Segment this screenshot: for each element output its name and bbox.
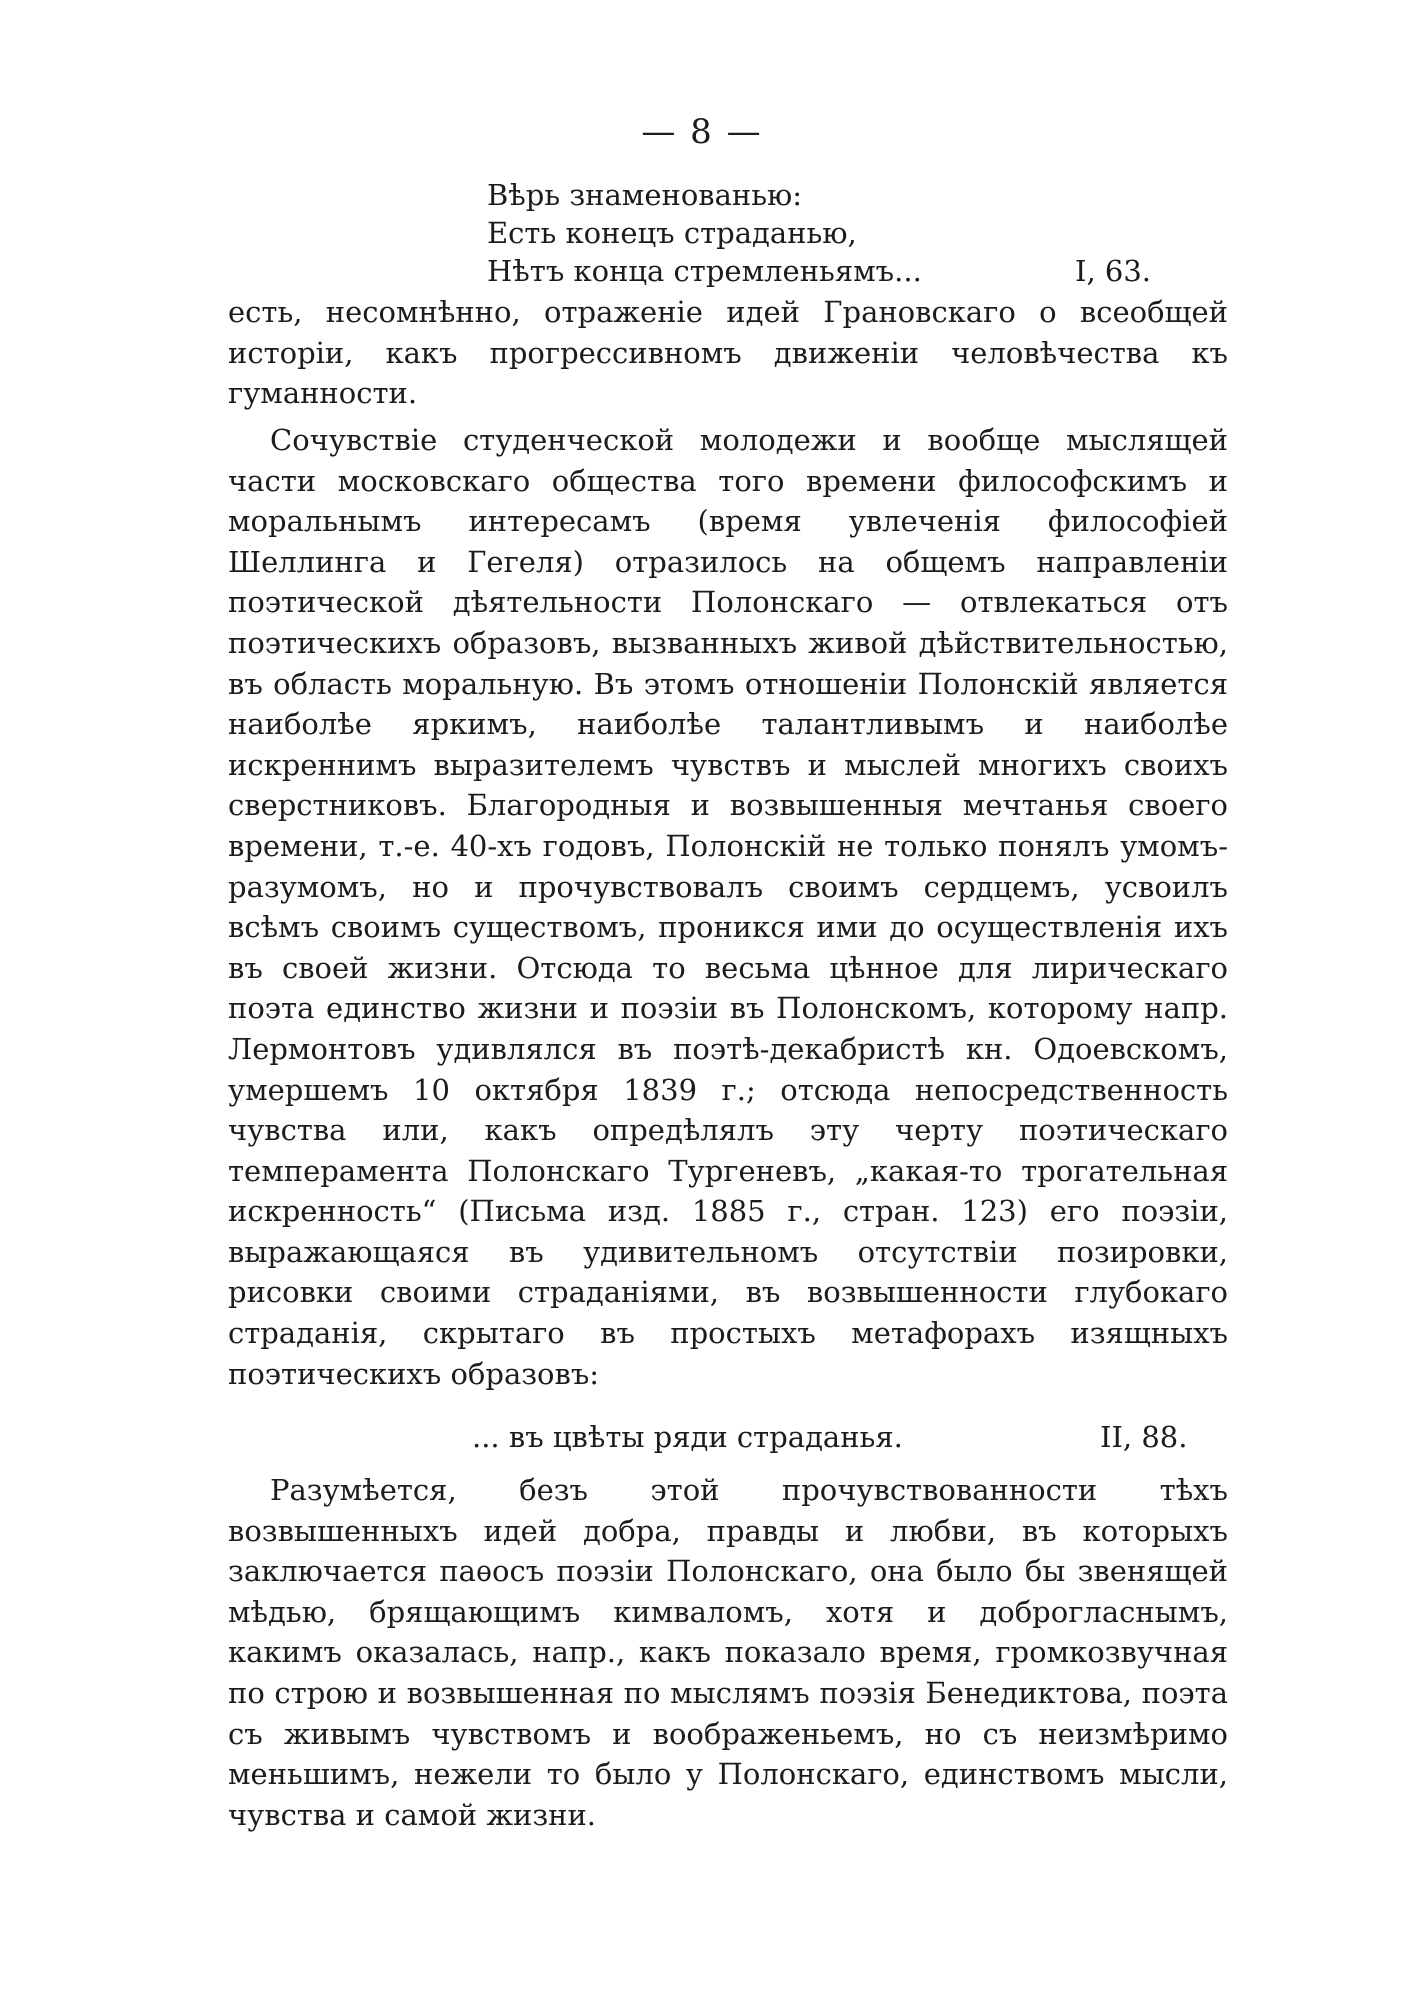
paragraph-2: Сочувствіе студенческой молодежи и вообще мыслящей части московскаго общества того времени философскимъ и моральнымъ интересамъ (время увлеченія философіей Шеллинга и Гегеля) отразилось на общемъ направленіи поэтической дѣятельности Полонскаго — отвлекаться отъ поэтическихъ образовъ, вызванныхъ живой дѣйствительностью, въ область моральную. Въ этомъ отношеніи Полонскій является наиболѣе яркимъ, наиболѣе талантливымъ и наиболѣе искреннимъ выразителемъ чувствъ и мыслей многихъ своихъ сверстниковъ. Благородныя и возвышенныя мечтанья своего времени, т.-е. 40-хъ годовъ, Полонскій не только понялъ умомъ-разумомъ, но и прочувствовалъ своимъ сердцемъ, усвоилъ всѣмъ своимъ существомъ, проникся ими до осуществленія ихъ въ своей жизни. Отсюда то весьма цѣнное для лирическаго поэта единство жизни и поэзіи въ Полонскомъ, которому напр. Лермонтовъ удивлялся въ поэтѣ-декабристѣ кн. Одоевскомъ, умершемъ 10 октября 1839 г.; отсюда непосредственность чувства или, какъ опредѣлялъ эту черту поэтическаго темперамента Полонскаго Тургеневъ, „какая-то трогательная искренность“ (Письма изд. 1885 г., стран. 123) его поэзіи, выражающаяся въ удивительномъ отсутствіи позировки, рисовки своими страданіями, въ возвышенности глубокаго страданія, скрытаго въ простыхъ метафорахъ изящныхъ поэтическихъ образовъ: bbox=[228, 423, 1228, 1391]
verse-citation-top: I, 63. bbox=[1075, 254, 1152, 288]
verse-quote-middle: ... въ цвѣты ряди страданья. bbox=[472, 1420, 903, 1454]
verse-citation-middle: II, 88. bbox=[1100, 1420, 1188, 1454]
paragraph-1: есть, несомнѣнно, отраженіе идей Грановскаго о всеобщей исторіи, какъ прогрессивномъ движеніи человѣчества къ гуманности. bbox=[228, 295, 1228, 411]
paragraph-3: Разумѣется, безъ этой прочувствованности тѣхъ возвышенныхъ идей добра, правды и любви, въ которыхъ заключается паѳосъ поэзіи Полонскаго, она было бы звенящей мѣдью, брящающимъ кимваломъ, хотя и доброгласнымъ, какимъ оказалась, напр., какъ показало время, громкозвучная по строю и возвышенная по мыслямъ поэзія Бенедиктова, поэта съ живымъ чувствомъ и воображеньемъ, но съ неизмѣримо меньшимъ, нежели то было у Полонскаго, единствомъ мысли, чувства и самой жизни. bbox=[228, 1473, 1228, 1832]
page-number: — 8 — bbox=[641, 112, 763, 152]
verse-line-2: Есть конецъ страданью, bbox=[487, 216, 857, 250]
verse-line-3: Нѣтъ конца стремленьямъ... bbox=[487, 254, 922, 288]
verse-line-1: Вѣрь знаменованью: bbox=[487, 178, 803, 212]
